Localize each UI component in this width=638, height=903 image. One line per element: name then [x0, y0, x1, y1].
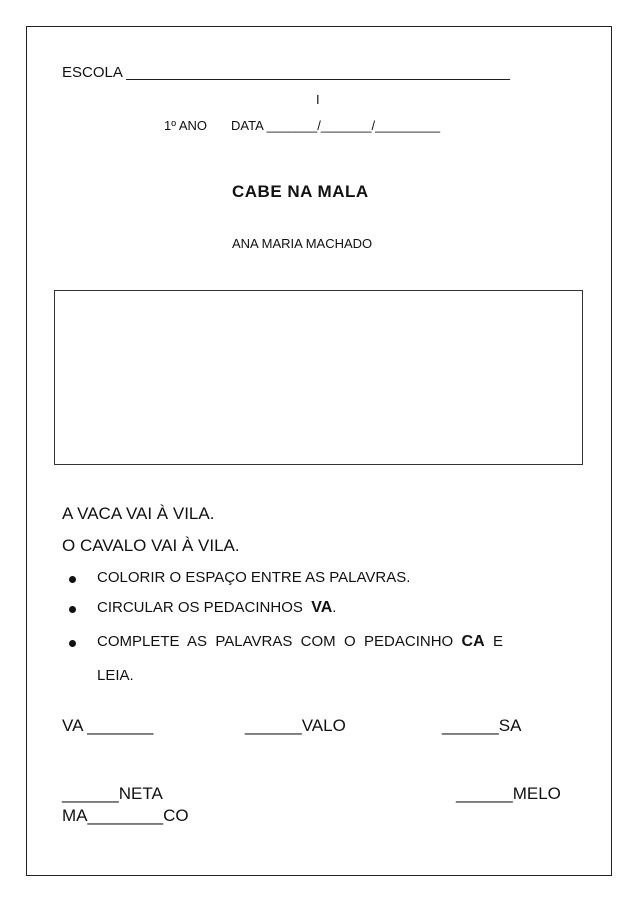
grade-label: 1º ANO	[164, 118, 208, 133]
instruction-1: COLORIR O ESPAÇO ENTRE AS PALAVRAS.	[97, 569, 411, 586]
date-field: DATA _______/_______/_________	[231, 118, 441, 133]
sentence-1: A VACA VAI À VILA.	[62, 504, 215, 523]
bullet	[69, 640, 76, 647]
exercise-word-3: ______SA	[442, 716, 522, 735]
instruction-2: CIRCULAR OS PEDACINHOS VA.	[97, 599, 337, 616]
exercise-word-6: MA________CO	[62, 806, 189, 825]
exercise-word-4: ______NETA	[62, 784, 163, 803]
bullet	[69, 606, 76, 613]
image-placeholder-box	[54, 290, 583, 465]
author-name: ANA MARIA MACHADO	[232, 236, 373, 251]
mark: I	[316, 92, 320, 107]
instruction-3: COMPLETE AS PALAVRAS COM O PEDACINHO CA E	[97, 633, 503, 650]
school-field: ESCOLA ______________________________________________	[62, 64, 510, 81]
exercise-word-1: VA _______	[62, 716, 154, 735]
exercise-word-2: ______VALO	[245, 716, 346, 735]
instruction-3-line-2: LEIA.	[97, 667, 134, 684]
emphasis-va: VA	[311, 599, 333, 616]
bullet	[69, 576, 76, 583]
sentence-2: O CAVALO VAI À VILA.	[62, 536, 240, 555]
page-title: CABE NA MALA	[232, 182, 369, 201]
exercise-word-5: ______MELO	[456, 784, 561, 803]
emphasis-ca: CA	[461, 633, 485, 650]
